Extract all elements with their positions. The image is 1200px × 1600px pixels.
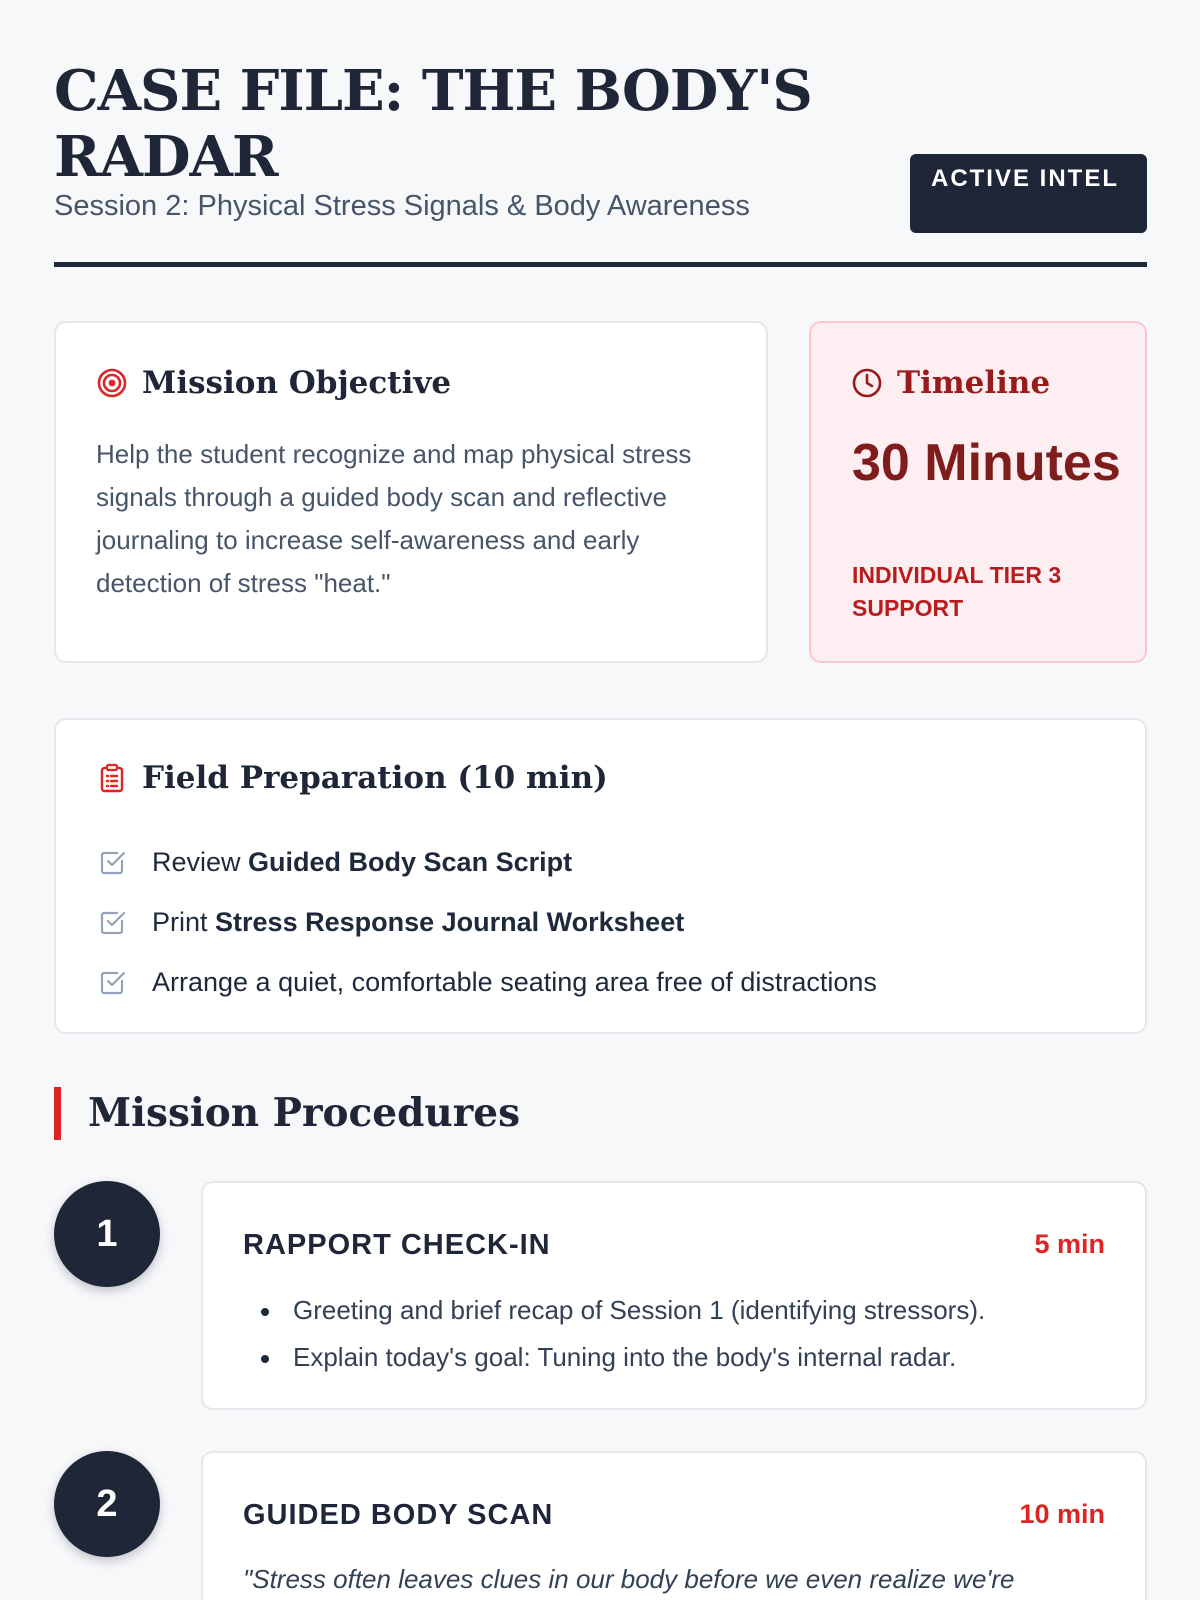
mission-objective-heading — [96, 365, 451, 401]
field-preparation-card — [54, 718, 1147, 1034]
checklist-item-prefix: Print — [152, 906, 216, 937]
step-title: RAPPORT CHECK-IN — [243, 1229, 551, 1261]
step-bullet: Greeting and brief recap of Session 1 (identifying stressors). — [253, 1287, 985, 1334]
step-script-quote: "Stress often leaves clues in our body before we even realize we're — [243, 1564, 1015, 1594]
timeline-title: Timeline — [897, 365, 1051, 401]
checkbox-checked-icon — [98, 847, 128, 877]
target-icon — [96, 367, 128, 399]
page-title: CASE FILE: THE BODY'S RADAR — [54, 58, 812, 190]
preparation-checklist — [98, 832, 877, 1012]
procedure-step-card — [201, 1181, 1147, 1410]
procedure-step-card — [201, 1451, 1147, 1600]
step-number-badge: 2 — [54, 1451, 160, 1557]
mission-objective-text: Help the student recognize and map physical stress signals through a guided body scan and reflective journaling to increase self-awareness and early detection of stress "heat." — [96, 439, 692, 598]
page-subtitle: Session 2: Physical Stress Signals & Body Awareness — [54, 190, 750, 222]
timeline-heading — [851, 365, 1050, 401]
mission-objective-card — [54, 321, 768, 663]
checklist-item-emphasis: Guided Body Scan Script — [248, 846, 573, 877]
clock-icon — [851, 367, 883, 399]
mission-procedures-heading: Mission Procedures — [54, 1087, 520, 1140]
timeline-duration: 30 Minutes — [852, 434, 1121, 492]
checkbox-checked-icon — [98, 967, 128, 997]
support-tier: INDIVIDUAL TIER 3 SUPPORT — [852, 562, 1062, 621]
field-preparation-heading — [96, 760, 608, 796]
checkbox-checked-icon — [98, 907, 128, 937]
mission-objective-title: Mission Objective — [142, 365, 452, 401]
checklist-item-text: Arrange a quiet, comfortable seating area free of distractions — [152, 966, 877, 997]
step-number-badge: 1 — [54, 1181, 160, 1287]
checklist-item-emphasis: Stress Response Journal Worksheet — [215, 906, 685, 937]
status-badge: ACTIVE INTEL — [910, 154, 1147, 233]
checklist-item — [98, 892, 877, 952]
step-bullet: Explain today's goal: Tuning into the body's internal radar. — [253, 1334, 985, 1381]
step-duration: 5 min — [1034, 1229, 1105, 1259]
field-preparation-title: Field Preparation (10 min) — [142, 760, 608, 796]
step-title: GUIDED BODY SCAN — [243, 1499, 554, 1531]
checklist-item — [98, 952, 877, 1012]
checklist-item — [98, 832, 877, 892]
clipboard-icon — [96, 762, 128, 794]
page-header — [54, 0, 1147, 267]
checklist-item-prefix: Review — [152, 846, 249, 877]
step-duration: 10 min — [1019, 1499, 1105, 1529]
step-bullet-list — [253, 1287, 985, 1381]
timeline-card — [809, 321, 1147, 663]
